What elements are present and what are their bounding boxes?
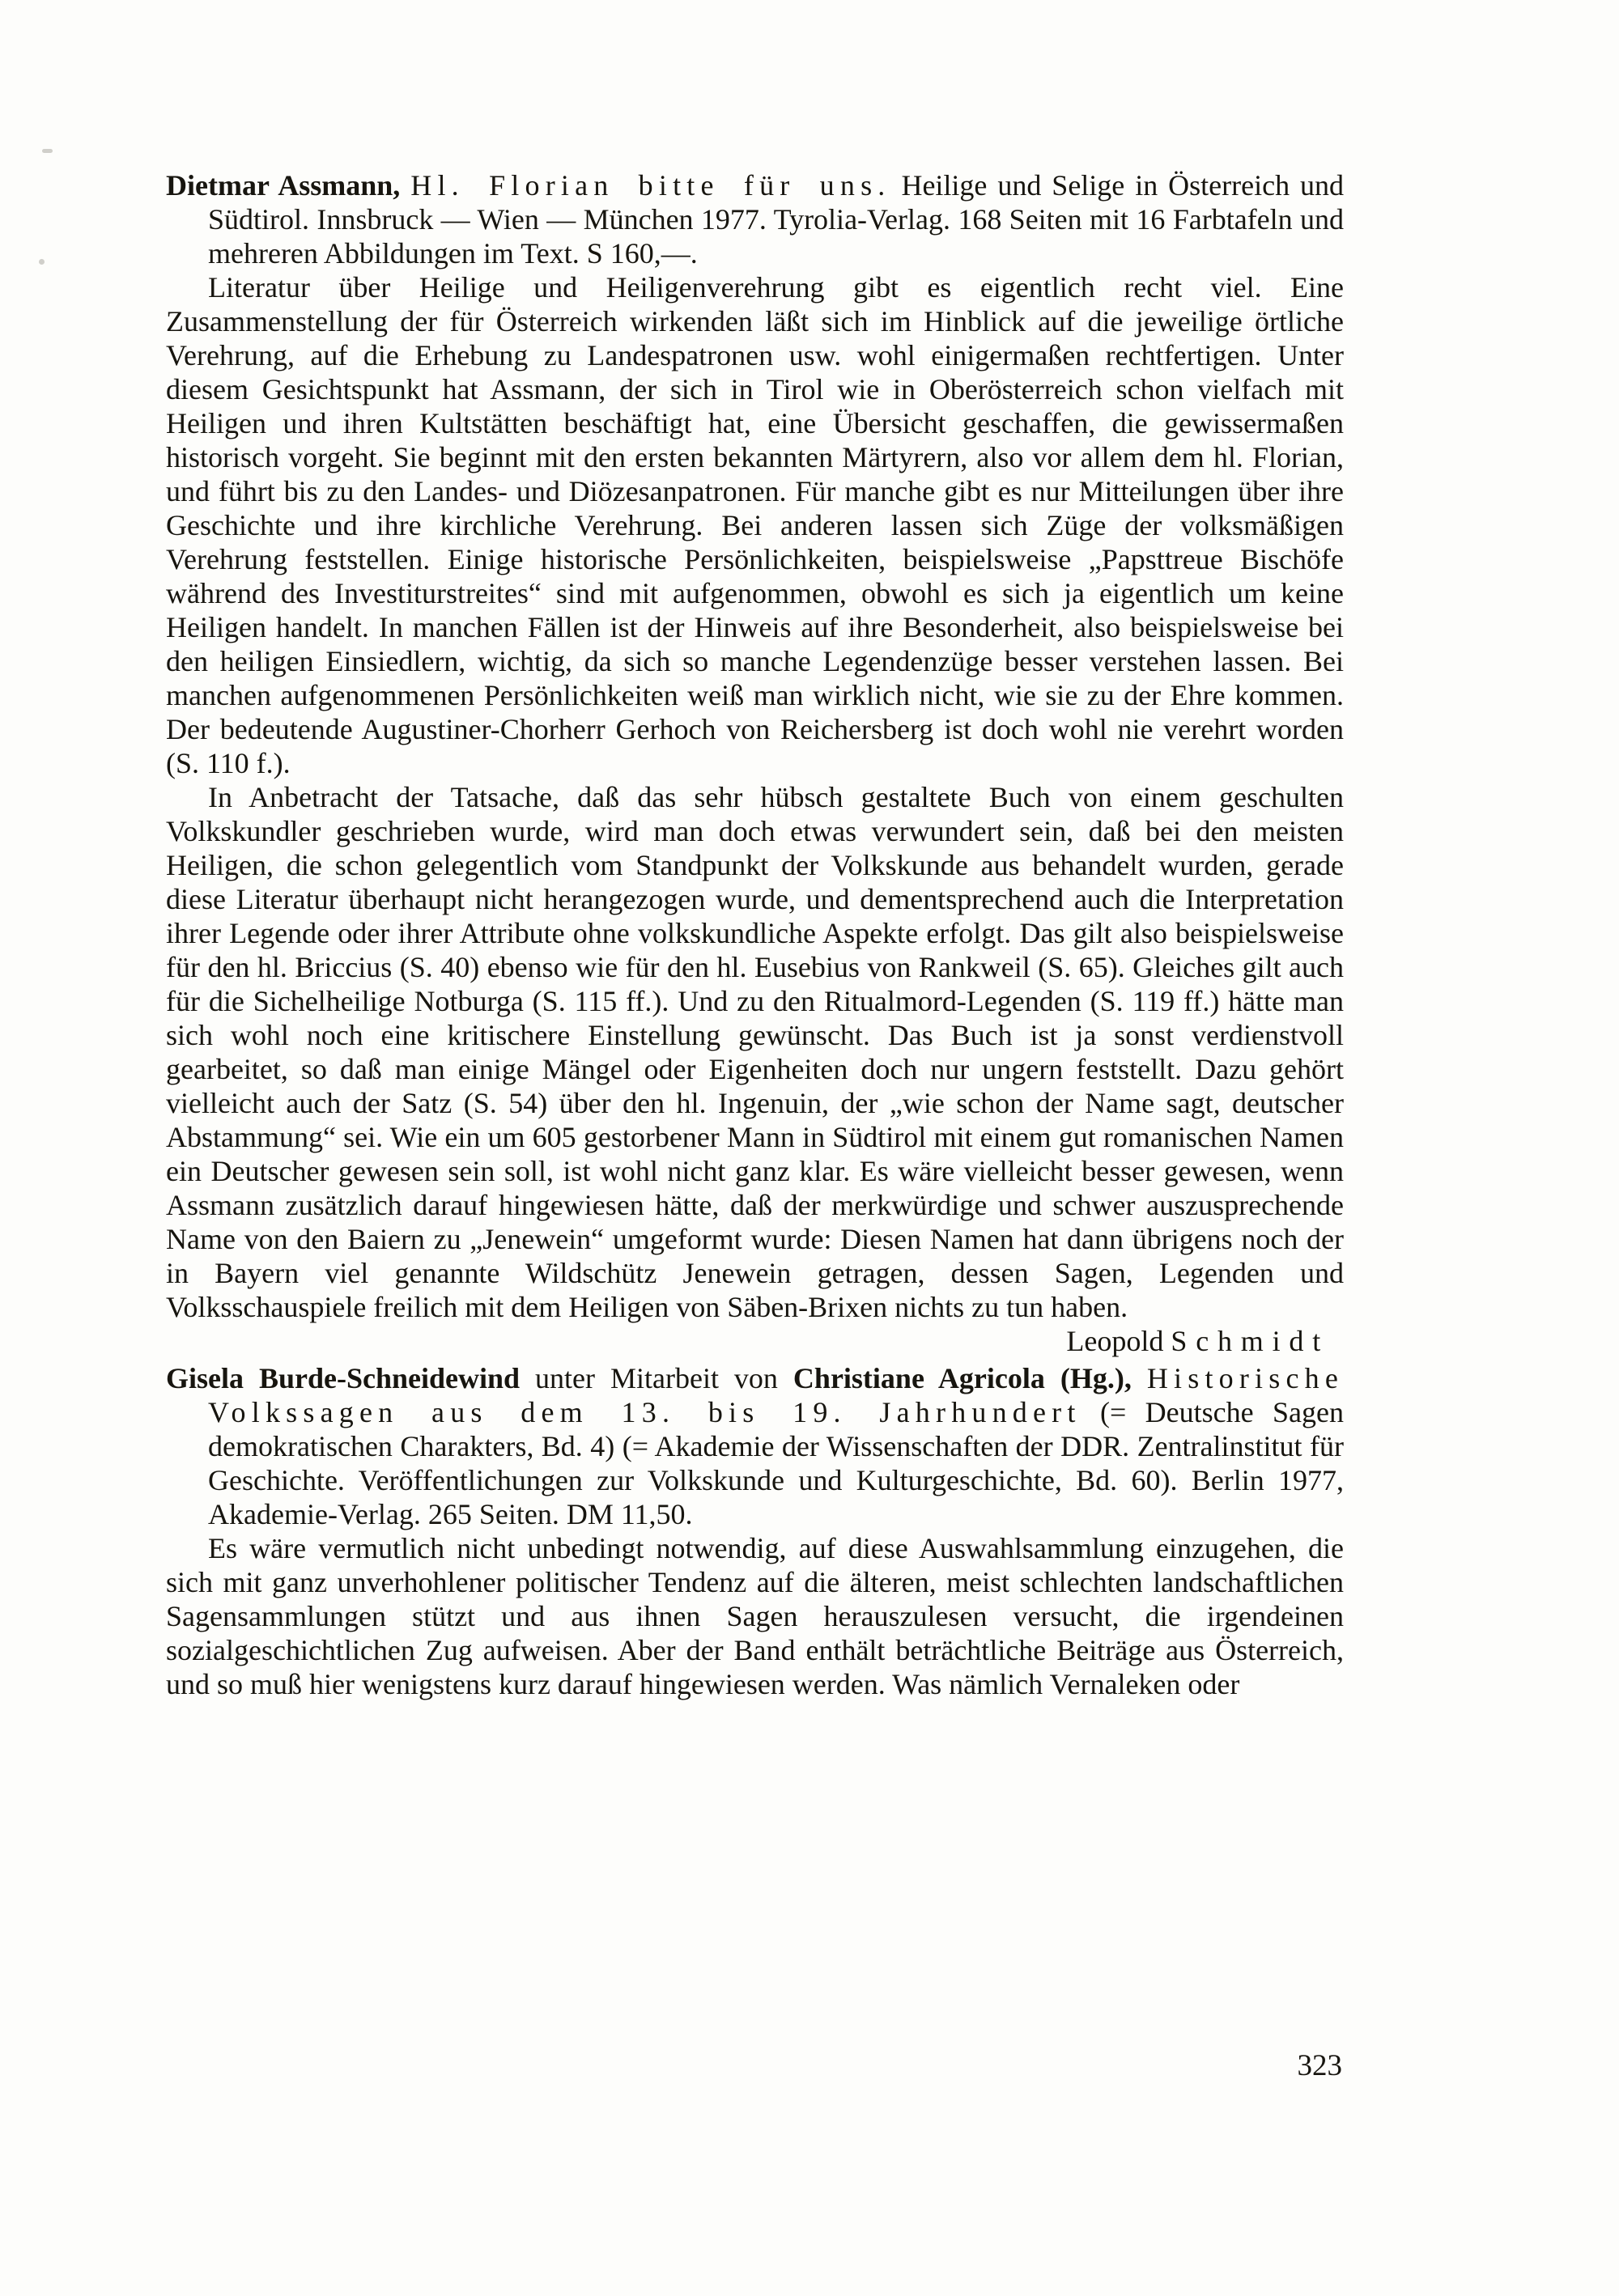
review-entry-burde-schneidewind — [166, 1361, 1344, 1701]
review-heading — [166, 1361, 1344, 1531]
reviewer-given-name: Leopold — [1066, 1325, 1164, 1357]
review-collab-prefix: unter Mitarbeit von — [535, 1362, 778, 1394]
review-paragraph — [166, 1531, 1344, 1701]
reviewer-signature — [1066, 1324, 1344, 1358]
paragraph-text: Literatur über Heilige und Heiligenverehrung gibt es eigentlich recht viel. Eine Zusammenstellung der für Österreich wirkenden läßt sich im Hinblick auf die jeweilige örtliche Verehrung, auf die Erhebung zu Landespatronen usw. wohl einigermaßen rechtfertigen. Unter diesem Gesichtspunkt hat Assmann, der sich in Tirol wie in Oberösterreich schon vielfach mit Heiligen und ihren Kultstätten beschäftigt hat, eine Übersicht geschaffen, die gewissermaßen historisch vorgeht. Sie beginnt mit den ersten bekannten Märtyrern, also vor allem dem hl. Florian, und führt bis zu den Landes- und Diözesanpatronen. Für manche gibt es nur Mitteilungen über ihre Geschichte und ihre kirchliche Verehrung. Bei anderen lassen sich Züge der volksmäßigen Verehrung feststellen. Einige historische Persönlichkeiten, beispielsweise „Papsttreue Bischöfe während des Investiturstreites“ sind mit aufgenommen, obwohl es sich ja eigentlich um keine Heiligen handelt. In manchen Fällen ist der Hinweis auf ihre Besonderheit, also beispielsweise bei den heiligen Einsiedlern, wichtig, da sich so manche Legendenzüge besser verstehen lassen. Bei manchen aufgenommenen Persönlichkeiten weiß man wirklich nicht, wie sie zu der Ehre kommen. Der bedeutende Augustiner-Chorherr Gerhoch von Reichersberg ist doch wohl nie verehrt worden (S. 110 f.). — [166, 271, 1344, 779]
review-paragraph — [166, 270, 1344, 780]
text-block — [166, 168, 1344, 1701]
review-entry-assmann — [166, 168, 1345, 1357]
reviewer-surname: Schmidt — [1171, 1325, 1329, 1357]
review-biblio: Heilige und Selige in Österreich und Südtirol. Innsbruck — Wien — München 1977. Tyrolia-Verlag. 168 Seiten mit 16 Farbtafeln und mehreren Abbildungen im Text. S 160,—. — [208, 169, 1345, 269]
review-editor-tag: (Hg.), — [1060, 1362, 1132, 1394]
review-author: Gisela Burde-Schneidewind — [166, 1362, 521, 1394]
review-biblio: (= Deutsche Sagen demokratischen Charakters, Bd. 4) (= Akademie der Wissenschaften der DDR. Zentralinstitut für Geschichte. Veröffentlichungen zur Volkskunde und Kulturgeschichte, Bd. 60). Berlin 1977, Akademie-Verlag. 265 Seiten. DM 11,50. — [208, 1396, 1344, 1530]
page-number: 323 — [1297, 2049, 1342, 2082]
review-author: Dietmar Assmann, — [166, 169, 401, 202]
review-title: Hl. Florian bitte für uns. — [410, 169, 891, 202]
paragraph-text: Es wäre vermutlich nicht unbedingt notwendig, auf diese Auswahlsammlung einzugehen, die sich mit ganz unverhohlener politischer Tendenz auf die älteren, meist schlechten landschaftlichen Sagensammlungen stützt und aus ihnen Sagen herauszulesen versucht, die irgendeinen sozialgeschichtlichen Zug aufweisen. Aber der Band enthält beträchtliche Beiträge aus Österreich, und so muß hier wenigstens kurz darauf hingewiesen werden. Was nämlich Vernaleken oder — [166, 1532, 1344, 1700]
scan-artifact — [42, 149, 53, 153]
review-paragraph — [166, 780, 1344, 1357]
review-title: Historische Volkssagen aus dem 13. bis 19. Jahrhundert — [208, 1362, 1345, 1428]
review-collaborator: Christiane Agricola — [793, 1362, 1045, 1394]
scan-artifact — [39, 259, 45, 265]
paragraph-text: In Anbetracht der Tatsache, daß das sehr hübsch gestaltete Buch von einem geschulten Volkskundler geschrieben wurde, wird man doch etwas verwundert sein, daß bei den meisten Heiligen, die schon gelegentlich vom Standpunkt der Volkskunde aus behandelt wurden, gerade diese Literatur überhaupt nicht herangezogen wurde, und dementsprechend auch die Interpretation ihrer Legende oder ihrer Attribute ohne volkskundliche Aspekte erfolgt. Das gilt also beispielsweise für den hl. Briccius (S. 40) ebenso wie für den hl. Eusebius von Rankweil (S. 65). Gleiches gilt auch für die Sichelheilige Notburga (S. 115 ff.). Und zu den Ritualmord-Legenden (S. 119 ff.) hätte man sich wohl noch eine kritischere Einstellung gewünscht. Das Buch ist ja sonst verdienstvoll gearbeitet, so daß man einige Mängel oder Eigenheiten doch nur ungern feststellt. Dazu gehört vielleicht auch der Satz (S. 54) über den hl. Ingenuin, der „wie schon der Name sagt, deutscher Abstammung“ sei. Wie ein um 605 gestorbener Mann in Südtirol mit einem gut romanischen Namen ein Deutscher gewesen sein soll, ist wohl nicht ganz klar. Es wäre vielleicht besser gewesen, wenn Assmann zusätzlich darauf hingewiesen hätte, daß der merkwürdige und schwer auszusprechende Name von den Baiern zu „Jenewein“ umgeformt wurde: Diesen Namen hat dann übrigens noch der in Bayern viel genannte Wildschütz Jenewein getragen, dessen Sagen, Legenden und Volksschauspiele freilich mit dem Heiligen von Säben-Brixen nichts zu tun haben. — [166, 781, 1344, 1323]
review-heading — [166, 168, 1344, 270]
